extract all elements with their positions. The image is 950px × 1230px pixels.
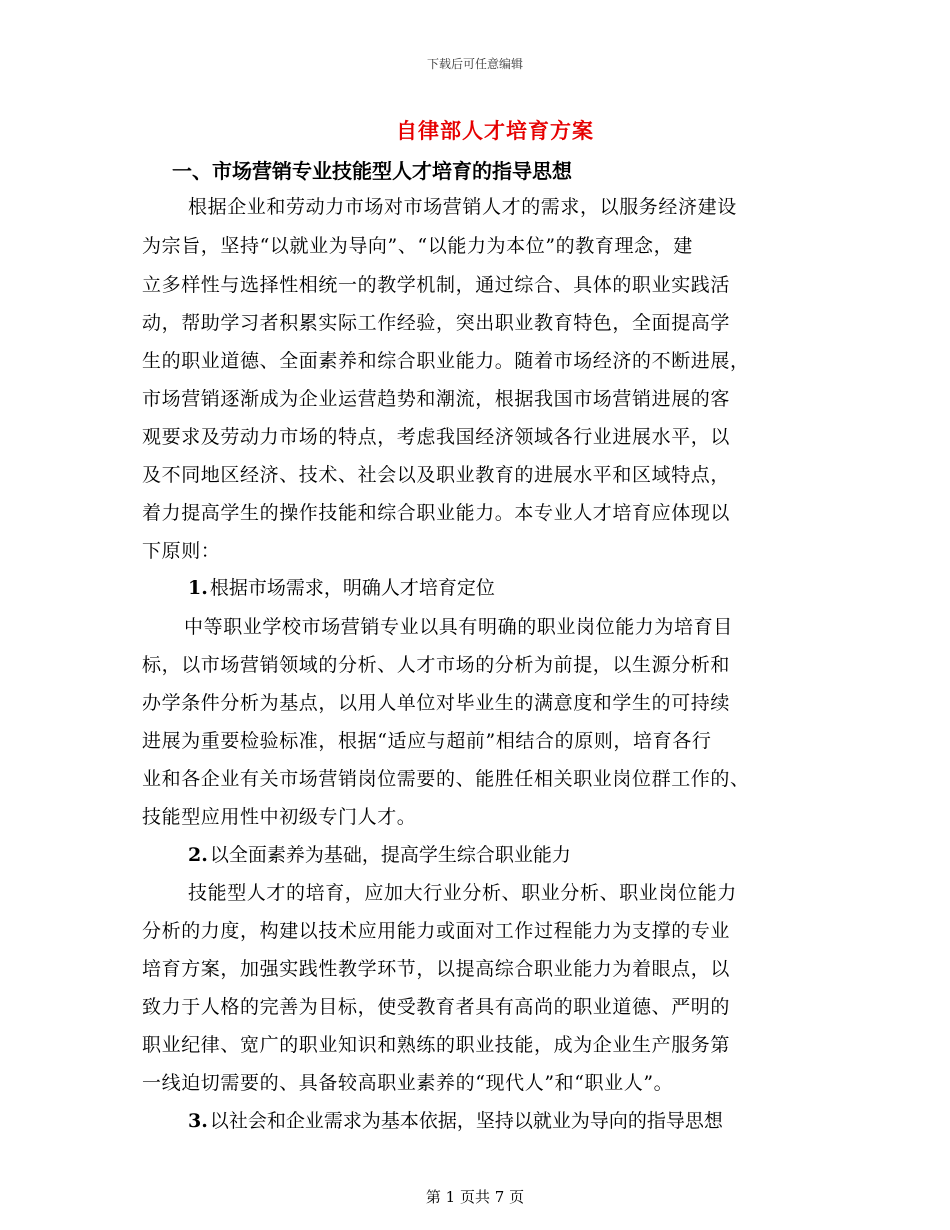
paragraph-line: 为宗旨，坚持“以就业为导向”、“以能力为本位”的教育理念，建 bbox=[142, 235, 693, 257]
paragraph-line: 着力提高学生的操作技能和综合职业能力。本专业人才培育应体现以 bbox=[142, 502, 731, 524]
paragraph-line: 立多样性与选择性相统一的教学机制，通过综合、具体的职业实践活 bbox=[142, 274, 731, 296]
point-title: 以全面素养为基础，提高学生综合职业能力 bbox=[209, 844, 571, 866]
paragraph-line: 技能型人才的培育，应加大行业分析、职业分析、职业岗位能力 bbox=[188, 882, 737, 904]
paragraph-line: 职业纪律、宽广的职业知识和熟练的职业技能，成为企业生产服务第 bbox=[142, 1034, 731, 1056]
paragraph-line: 进展为重要检验标准，根据“适应与超前”相结合的原则，培育各行 bbox=[142, 730, 712, 752]
paragraph-line: 一线迫切需要的、具备较高职业素养的“现代人”和“职业人”。 bbox=[142, 1072, 674, 1094]
paragraph-line: 及不同地区经济、技术、社会以及职业教育的进展水平和区域特点， bbox=[142, 464, 731, 486]
point-heading-2 bbox=[188, 840, 571, 867]
point-number: 3. bbox=[188, 1110, 208, 1132]
paragraph-line: 标，以市场营销领域的分析、人才市场的分析为前提，以生源分析和 bbox=[142, 654, 731, 676]
paragraph-line: 致力于人格的完善为目标，使受教育者具有高尚的职业道德、严明的 bbox=[142, 996, 731, 1018]
point-title: 以社会和企业需求为基本依据，坚持以就业为导向的指导思想 bbox=[209, 1110, 723, 1132]
paragraph-line: 中等职业学校市场营销专业以具有明确的职业岗位能力为培育目 bbox=[184, 616, 733, 638]
paragraph-line: 技能型应用性中初级专门人才。 bbox=[142, 806, 417, 828]
point-number: 2. bbox=[188, 844, 208, 866]
paragraph-line: 业和各企业有关市场营销岗位需要的、能胜任相关职业岗位群工作的、 bbox=[142, 768, 750, 790]
paragraph-line: 动，帮助学习者积累实际工作经验，突出职业教育特色，全面提高学 bbox=[142, 312, 731, 334]
header-note: 下载后可任意编辑 bbox=[426, 57, 523, 71]
paragraph-line: 下原则： bbox=[142, 540, 221, 562]
point-heading-3 bbox=[188, 1106, 723, 1133]
paragraph-line: 办学条件分析为基点，以用人单位对毕业生的满意度和学生的可持续 bbox=[142, 692, 731, 714]
point-heading-1 bbox=[188, 573, 495, 600]
point-title: 根据市场需求，明确人才培育定位 bbox=[209, 577, 495, 599]
paragraph-line: 市场营销逐渐成为企业运营趋势和潮流，根据我国市场营销进展的客 bbox=[142, 388, 731, 410]
paragraph-line: 培育方案，加强实践性教学环节，以提高综合职业能力为着眼点，以 bbox=[142, 958, 731, 980]
paragraph-line: 生的职业道德、全面素养和综合职业能力。随着市场经济的不断进展， bbox=[142, 350, 750, 372]
section-heading: 一、市场营销专业技能型人才培育的指导思想 bbox=[172, 159, 572, 183]
point-number: 1. bbox=[188, 577, 208, 599]
paragraph-line: 观要求及劳动力市场的特点，考虑我国经济领域各行业进展水平，以 bbox=[142, 426, 731, 448]
paragraph-line: 根据企业和劳动力市场对市场营销人才的需求，以服务经济建设 bbox=[188, 196, 737, 218]
document-title: 自律部人才培育方案 bbox=[396, 118, 594, 143]
paragraph-line: 分析的力度，构建以技术应用能力或面对工作过程能力为支撑的专业 bbox=[142, 920, 731, 942]
page-number-footer: 第 1 页共 7 页 bbox=[425, 1188, 525, 1206]
